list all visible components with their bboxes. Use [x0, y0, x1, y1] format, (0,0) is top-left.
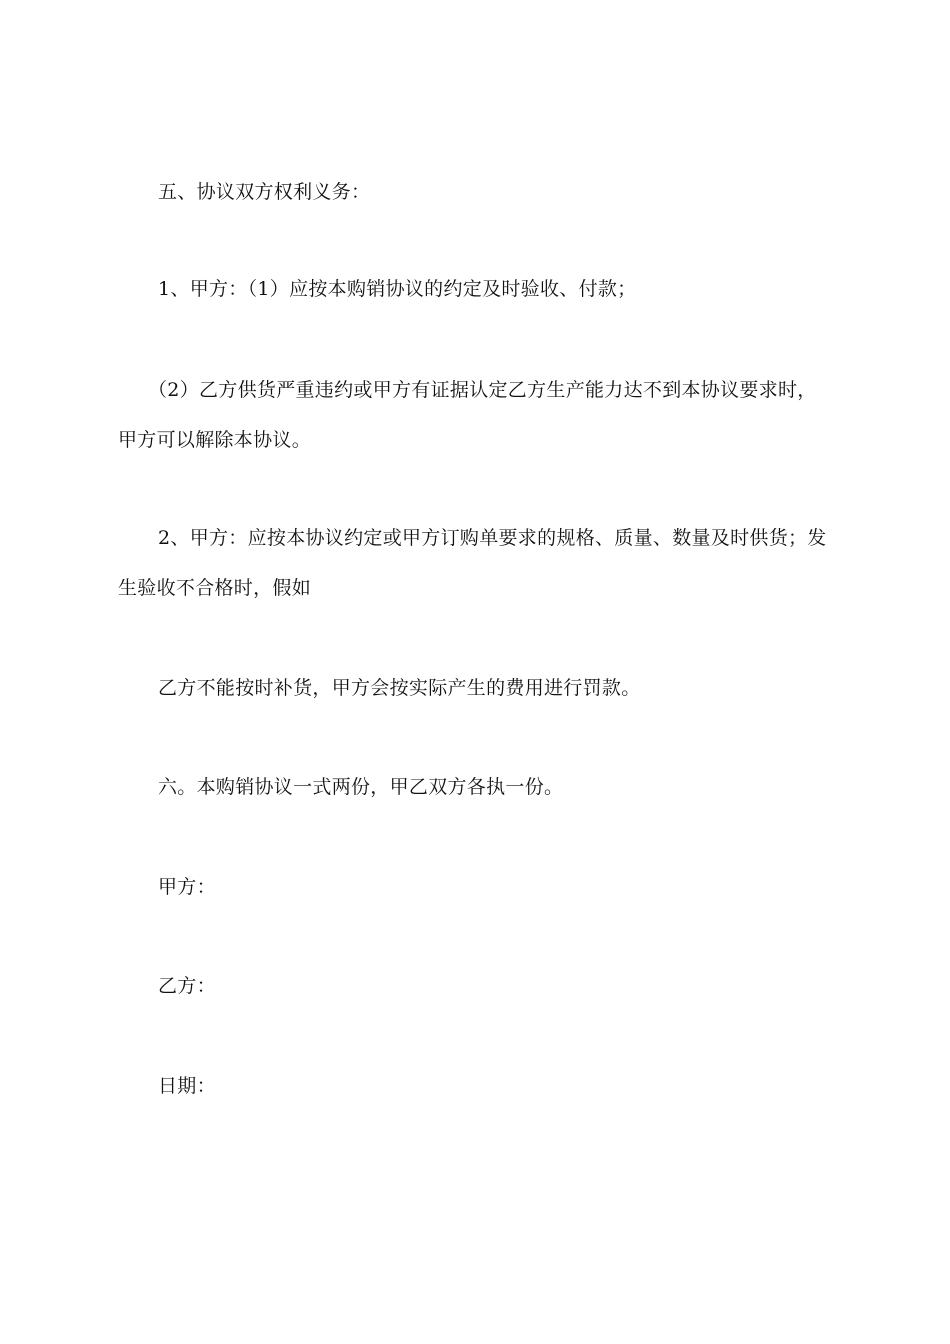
section-six-text: 六。本购销协议一式两份，甲乙双方各执一份。	[158, 776, 564, 798]
date-label: 日期：	[158, 1075, 216, 1097]
clause-1-text: 1、甲方：（1）应按本购销协议的约定及时验收、付款；	[158, 278, 637, 300]
section-five-heading: 五、协议双方权利义务：	[158, 181, 371, 203]
clause-2-line-3: 乙方不能按时补货，甲方会按实际产生的费用进行罚款。	[158, 677, 641, 699]
clause-1-2-line-2: 甲方可以解除本协议。	[118, 429, 312, 451]
clause-1-2-line-1: （2）乙方供货严重违约或甲方有证据认定乙方生产能力达不到本协议要求时，	[148, 379, 817, 401]
party-a-label: 甲方：	[158, 876, 216, 898]
clause-2-line-2: 生验收不合格时，假如	[118, 577, 312, 599]
party-b-label: 乙方：	[158, 975, 216, 997]
clause-2-line-1: 2、甲方：应按本协议约定或甲方订购单要求的规格、质量、数量及时供货；发	[158, 527, 827, 549]
